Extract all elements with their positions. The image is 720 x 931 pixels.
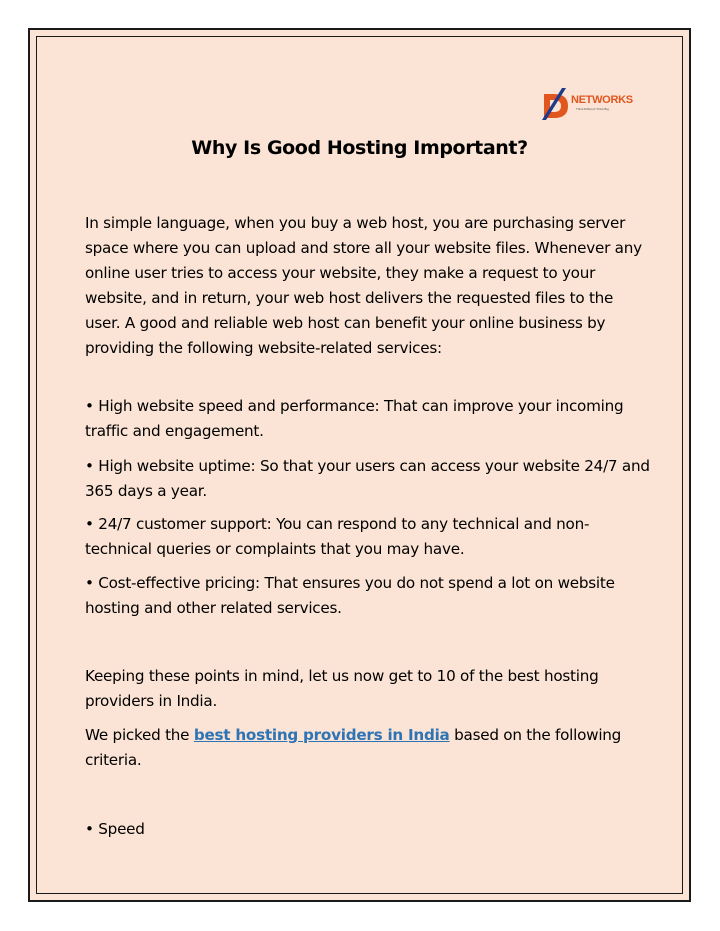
bullet-item: • High website speed and performance: That can improve your incoming traffic and engagement. <box>85 397 624 440</box>
picked-paragraph <box>85 723 650 773</box>
intro-paragraph: In simple language, when you buy a web host, you are purchasing server space where you can upload and store all your website files. Whenever any online user tries to access your website, they make a request to your website, and in return, your web host delivers the requested files to the user. A good and reliable web host can benefit your online business by providing the following website-related services: <box>85 214 642 357</box>
bullet-item: • 24/7 customer support: You can respond to any technical and non-technical queries or complaints that you may have. <box>85 515 590 558</box>
document-page <box>28 28 691 902</box>
logo-text: NETWORKS <box>571 94 633 106</box>
logo-tagline: Think Different Think Big <box>576 107 609 111</box>
bullet-item: • Cost-effective pricing: That ensures you do not spend a lot on website hosting and other related services. <box>85 574 615 617</box>
networks-logo <box>540 86 636 122</box>
keeping-paragraph: Keeping these points in mind, let us now get to 10 of the best hosting providers in India. <box>85 667 599 710</box>
picked-text-after: based on the following criteria. <box>85 726 622 769</box>
picked-text-before: We picked the <box>85 726 194 744</box>
bullet-item: • High website uptime: So that your users can access your website 24/7 and 365 days a year. <box>85 457 650 500</box>
best-hosting-providers-link[interactable]: best hosting providers in India <box>193 726 450 744</box>
page-title: Why Is Good Hosting Important? <box>191 137 528 159</box>
criteria-item: • Speed <box>85 820 145 838</box>
